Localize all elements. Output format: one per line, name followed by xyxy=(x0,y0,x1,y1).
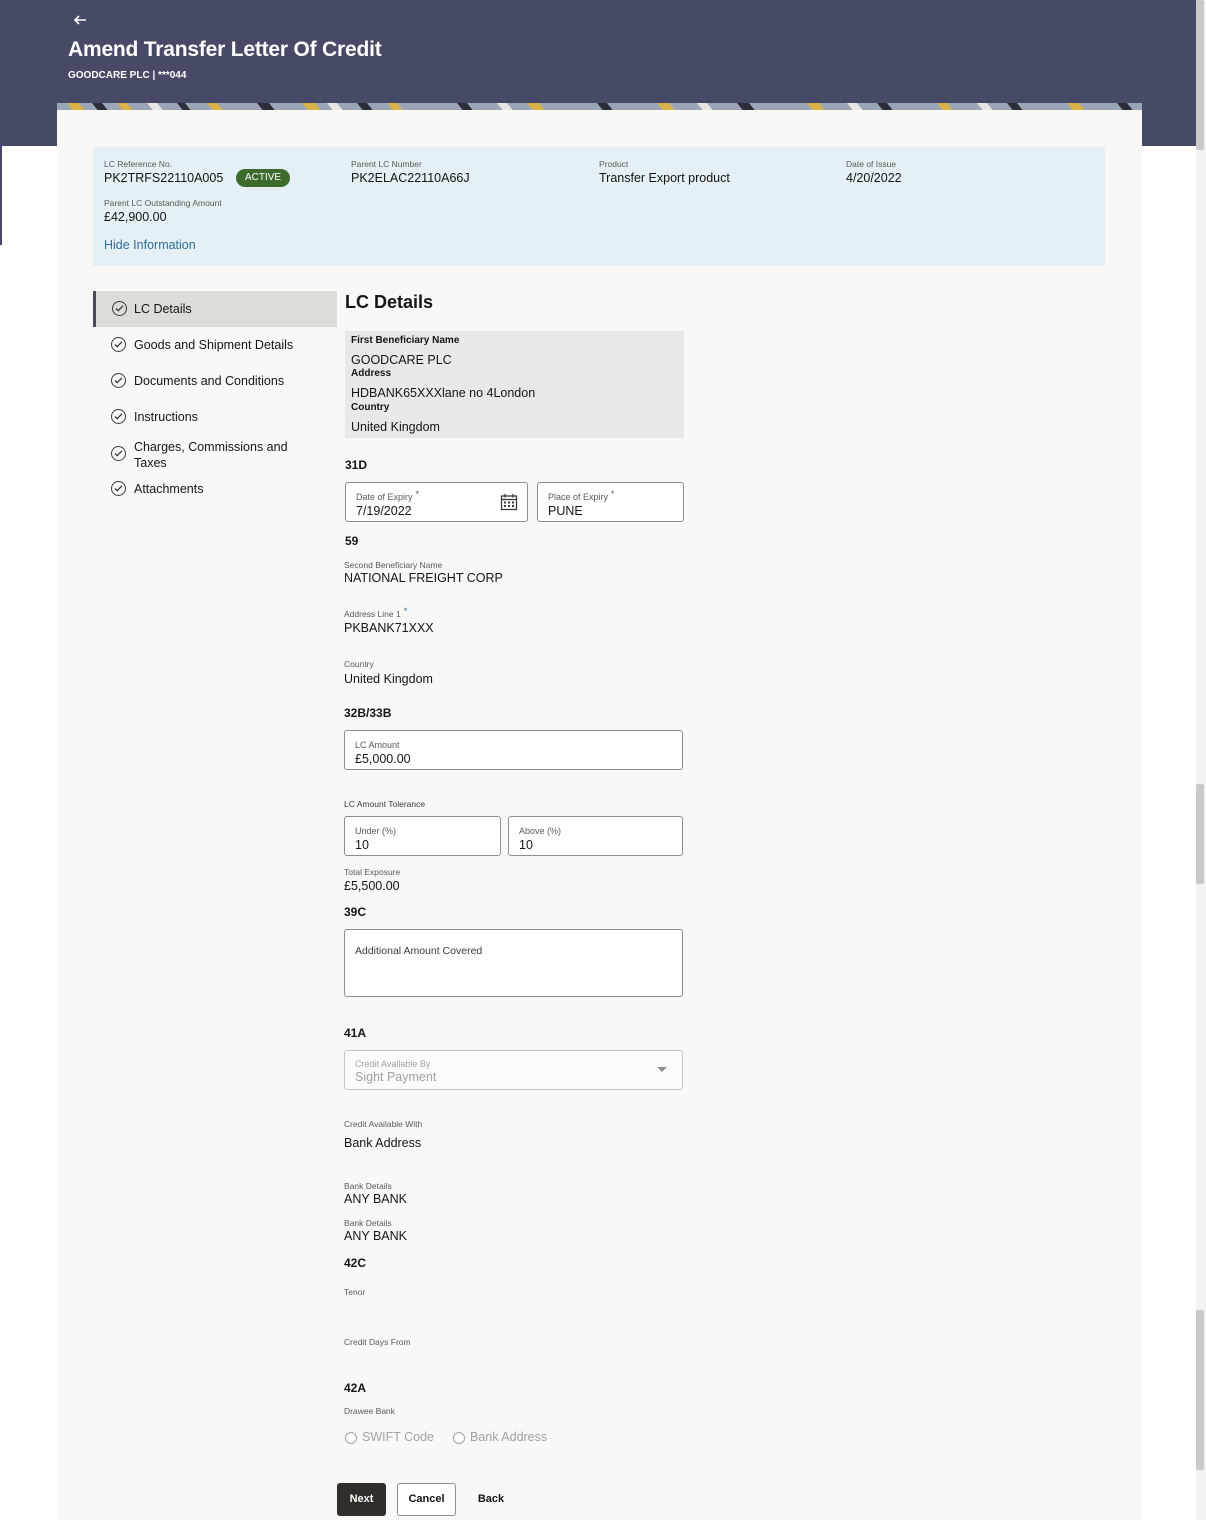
beneficiary-country-value: United Kingdom xyxy=(351,420,440,434)
scrollbar-thumb-tertiary[interactable] xyxy=(1196,1310,1204,1470)
swift-code-radio-label: SWIFT Code xyxy=(362,1430,435,1444)
check-circle-icon xyxy=(111,409,126,424)
above-value: 10 xyxy=(519,838,533,852)
total-exposure-value: £5,500.00 xyxy=(344,879,400,893)
hide-information-link[interactable]: Hide Information xyxy=(104,238,196,252)
nav-label: Goods and Shipment Details xyxy=(134,338,294,352)
nav-label: Instructions xyxy=(134,410,198,424)
check-circle-icon xyxy=(111,446,126,461)
bank-details-label: Bank Details xyxy=(344,1181,392,1191)
frame-edge xyxy=(0,145,2,245)
tag-39c: 39C xyxy=(344,905,367,919)
expiry-date-field[interactable] xyxy=(345,482,528,522)
nav-label: Charges, Commissions and Taxes xyxy=(134,440,288,470)
parent-lc-label: Parent LC Number xyxy=(351,159,422,169)
tenor-label: Tenor xyxy=(344,1287,366,1297)
nav-item-documents-conditions[interactable] xyxy=(93,373,337,393)
address-line-1-label-text: Address Line 1 xyxy=(344,609,401,619)
additional-amount-textarea[interactable] xyxy=(344,929,683,997)
beneficiary-country-label: Country xyxy=(351,402,390,413)
beneficiary-address-label: Address xyxy=(351,368,392,379)
bank-details-label: Bank Details xyxy=(344,1218,392,1228)
status-badge: ACTIVE xyxy=(236,169,290,187)
back-button[interactable]: Back xyxy=(477,1493,505,1505)
nav-item-charges[interactable] xyxy=(93,438,337,472)
scrollbar-thumb[interactable] xyxy=(1196,0,1204,150)
credit-available-by-select[interactable] xyxy=(344,1050,683,1090)
product-label: Product xyxy=(599,159,629,169)
scrollbar-thumb-secondary[interactable] xyxy=(1196,784,1204,884)
check-circle-icon xyxy=(111,481,126,496)
page-title: Amend Transfer Letter Of Credit xyxy=(68,38,382,61)
second-beneficiary-value: NATIONAL FREIGHT CORP xyxy=(344,571,503,585)
credit-available-by-value: Sight Payment xyxy=(355,1070,437,1084)
nav-label: Documents and Conditions xyxy=(134,374,285,388)
nav-item-lc-details[interactable] xyxy=(93,291,337,327)
tag-59: 59 xyxy=(345,534,359,548)
scrollbar-track[interactable] xyxy=(1196,0,1206,1520)
check-circle-icon xyxy=(111,373,126,388)
page-subtitle: GOODCARE PLC | ***044 xyxy=(68,70,187,81)
cancel-button[interactable]: Cancel xyxy=(397,1483,456,1516)
beneficiary-name-value: GOODCARE PLC xyxy=(351,353,452,367)
tolerance-label: LC Amount Tolerance xyxy=(344,799,426,809)
under-value: 10 xyxy=(355,838,369,852)
bank-details-value: ANY BANK xyxy=(344,1192,407,1206)
back-arrow-icon[interactable] xyxy=(72,12,92,32)
nav-label: LC Details xyxy=(134,302,192,316)
under-label: Under (%) xyxy=(355,826,397,836)
expiry-place-field[interactable] xyxy=(537,482,684,522)
credit-available-by-label: Credit Available By xyxy=(355,1059,431,1069)
country-value: United Kingdom xyxy=(344,672,433,686)
nav-item-instructions[interactable] xyxy=(93,409,337,429)
outstanding-amount-label: Parent LC Outstanding Amount xyxy=(104,198,222,208)
beneficiary-name-label: First Beneficiary Name xyxy=(351,335,460,346)
expiry-date-value: 7/19/2022 xyxy=(356,504,412,518)
lc-amount-field[interactable] xyxy=(344,730,683,770)
tag-41a: 41A xyxy=(344,1026,367,1040)
outstanding-amount-value: £42,900.00 xyxy=(104,210,167,224)
bank-address-radio[interactable] xyxy=(453,1432,465,1444)
lc-amount-label: LC Amount xyxy=(355,740,400,750)
drawee-bank-label: Drawee Bank xyxy=(344,1406,396,1416)
chevron-down-icon xyxy=(657,1067,667,1072)
parent-lc-value: PK2ELAC22110A66J xyxy=(351,171,470,185)
bank-address-radio-label: Bank Address xyxy=(470,1430,548,1444)
required-mark: * xyxy=(415,489,420,499)
total-exposure-label: Total Exposure xyxy=(344,867,401,877)
beneficiary-address-value: HDBANK65XXXlane no 4London xyxy=(351,386,536,400)
address-line-1-label xyxy=(344,606,408,619)
section-title: LC Details xyxy=(345,292,434,312)
credit-days-from-label: Credit Days From xyxy=(344,1337,411,1347)
above-label: Above (%) xyxy=(519,826,562,836)
nav-item-attachments[interactable] xyxy=(93,481,337,501)
lc-reference-value: PK2TRFS22110A005 xyxy=(104,171,224,185)
under-tolerance-field[interactable] xyxy=(344,816,501,856)
bank-details-value: ANY BANK xyxy=(344,1229,407,1243)
expiry-place-label: Place of Expiry xyxy=(548,492,609,502)
decorative-banner xyxy=(57,100,1142,110)
credit-available-with-label: Credit Available With xyxy=(344,1119,423,1129)
nav-label: Attachments xyxy=(134,482,204,496)
second-beneficiary-label: Second Beneficiary Name xyxy=(344,560,443,570)
required-mark: * xyxy=(611,489,615,499)
check-circle-icon xyxy=(111,337,126,352)
next-button[interactable]: Next xyxy=(337,1483,386,1516)
swift-code-radio[interactable] xyxy=(345,1432,357,1444)
lc-amount-value: £5,000.00 xyxy=(355,752,411,766)
issue-date-value: 4/20/2022 xyxy=(846,171,902,185)
nav-item-goods-shipment[interactable] xyxy=(93,337,337,357)
additional-amount-placeholder: Additional Amount Covered xyxy=(355,945,483,957)
expiry-date-label: Date of Expiry xyxy=(356,492,413,502)
tag-32b-33b: 32B/33B xyxy=(344,706,392,720)
frame-edge xyxy=(0,0,2,95)
credit-available-with-value: Bank Address xyxy=(344,1136,422,1150)
address-line-1-value: PKBANK71XXX xyxy=(344,621,434,635)
tag-42c: 42C xyxy=(344,1256,367,1270)
check-circle-icon xyxy=(112,301,127,316)
tag-31d: 31D xyxy=(345,458,368,472)
expiry-place-value: PUNE xyxy=(548,504,583,518)
required-mark: * xyxy=(403,606,408,616)
tag-42a: 42A xyxy=(344,1381,367,1395)
calendar-icon[interactable] xyxy=(500,493,518,511)
product-value: Transfer Export product xyxy=(599,171,730,185)
country-label: Country xyxy=(344,659,374,669)
issue-date-label: Date of Issue xyxy=(846,159,897,169)
above-tolerance-field[interactable] xyxy=(508,816,683,856)
lc-reference-label: LC Reference No. xyxy=(104,159,173,169)
